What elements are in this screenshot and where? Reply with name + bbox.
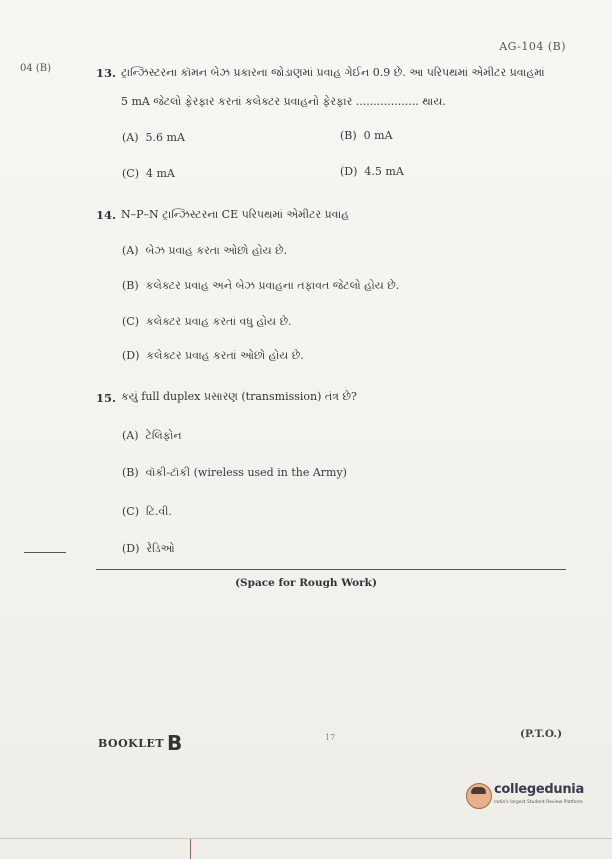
booklet-word: BOOKLET: [98, 737, 165, 750]
q15-option-c: [122, 505, 172, 519]
option-text: 4.5 mA: [364, 165, 404, 178]
q15-option-d: [122, 542, 175, 556]
q13-option-a: [122, 131, 185, 144]
option-label: (C): [122, 315, 139, 328]
booklet-letter: B: [167, 731, 183, 755]
question-13-number: 13.: [96, 66, 117, 80]
option-label: (D): [122, 349, 140, 362]
question-14-number: 14.: [96, 208, 117, 222]
option-label: (C): [122, 505, 139, 518]
scan-mark: [190, 839, 191, 859]
q14-option-b: [122, 279, 399, 293]
logo-tagline: India's largest Student Review Platform: [494, 800, 583, 805]
option-text: કલેક્ટર પ્રવાહ કરતાં વધુ હોય છે.: [146, 315, 292, 328]
option-label: (A): [122, 244, 139, 257]
q14-option-d: [122, 349, 304, 363]
rough-work-label: (Space for Rough Work): [235, 577, 377, 589]
option-text: રેડિઓ: [146, 542, 175, 555]
option-label: (B): [122, 466, 139, 479]
student-avatar-icon: [466, 783, 492, 809]
q13-option-b: [340, 129, 393, 142]
question-15-number: 15.: [96, 391, 117, 405]
q14-option-c: [122, 315, 292, 329]
option-label: (B): [122, 279, 139, 292]
question-14-text: N–P–N ટ્રાન્ઝિસ્ટરના CE પરિપથમાં એમીટર પ્રવાહ: [121, 208, 350, 221]
q15-option-b: [122, 466, 347, 480]
pto-label: (P.T.O.): [520, 728, 563, 740]
option-label: (D): [340, 165, 358, 178]
q13-option-c: [122, 167, 175, 180]
option-label: (C): [122, 167, 139, 180]
logo-brand: collegedunia: [494, 782, 584, 797]
option-text: ટેલિફોન: [145, 429, 182, 442]
page-number: 17: [325, 733, 336, 742]
page-reference: 04 (B): [20, 63, 52, 74]
scan-edge: [0, 838, 612, 839]
margin-mark: [24, 552, 66, 553]
q14-option-a: [122, 244, 287, 258]
option-label: (D): [122, 542, 140, 555]
option-text: 0 mA: [363, 129, 393, 142]
option-text: 5.6 mA: [145, 131, 185, 144]
option-text: કલેક્ટર પ્રવાહ અને બેઝ પ્રવાહના તફાવત જેટલો હોય છે.: [145, 279, 400, 292]
question-13-text-line1: ટ્રાન્ઝિસ્ટરના કૉમન બેઝ પ્રકારના જોડાણમાં પ્રવાહ ગેઈન 0.9 છે. આ પરિપથમાં એમીટર પ્રવાહમાં: [121, 66, 545, 79]
collegedunia-logo: [466, 780, 584, 814]
option-label: (A): [122, 131, 139, 144]
q13-option-d: [340, 165, 404, 178]
option-label: (A): [122, 429, 139, 442]
question-13-text-line2: 5 mA જેટલો ફેરફાર કરતાં કલેક્ટર પ્રવાહનો ફેરફાર .................. થાય.: [121, 95, 446, 108]
option-text: બેઝ પ્રવાહ કરતા ઓછો હોય છે.: [145, 244, 288, 257]
option-text: ટિ.વી.: [146, 505, 172, 518]
rough-work-divider: [96, 569, 566, 570]
option-label: (B): [340, 129, 357, 142]
booklet-label: [98, 731, 183, 755]
question-15-text: કયું full duplex પ્રસારણ (transmission) તંત્ર છે?: [121, 390, 357, 403]
option-text: કલેક્ટર પ્રવાહ કરતાં ઓછો હોય છે.: [146, 349, 304, 362]
option-text: વૉકી-ટૉકી (wireless used in the Army): [145, 466, 347, 479]
q15-option-a: [122, 429, 182, 443]
option-text: 4 mA: [146, 167, 175, 180]
paper-code: AG-104 (B): [499, 40, 566, 53]
